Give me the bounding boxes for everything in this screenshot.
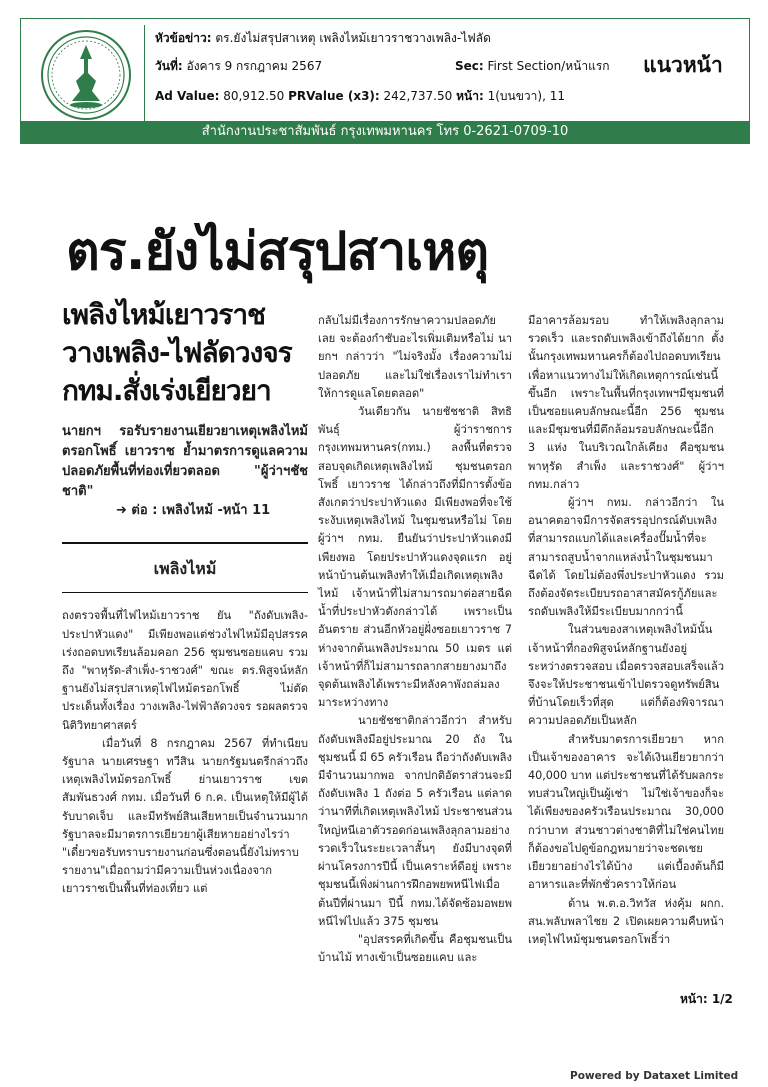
powered-by-footer: Powered by Dataxet Limited xyxy=(570,1070,739,1082)
pr-value: 242,737.50 xyxy=(383,89,453,103)
page-number: หน้า: 1/2 xyxy=(680,992,733,1006)
article-subheads xyxy=(62,296,308,410)
publication-name: แนวหน้า xyxy=(643,53,723,77)
paragraph: นายชัชชาติกล่าวอีกว่า สำหรับถังดับเพลิงมีอยู่ประมาณ 20 ถัง ในชุมชนนี้ มี 65 ครัวเรือน ถือว่าถังดับเพลิงมีจำนวนมากพอ จากปกติอัตราส่วนจะมีถังดับเพลิง 1 ถังต่อ 5 ครัวเรือน แต่ลาดว่านาทีที่เกิดเหตุเพลิงไหม้ ประชาชนส่วนใหญ่หนีเอาตัวรอดก่อนเพลิงลุกลามอย่างรวดเร็วในระยะเวลาสั้นๆ ยังมีบางจุดที่ผ่านโครงการปีนี้ เป็นเคราะห์ดีอยู่ เพราะชุมชนนี้เพิ่งผ่านการฝึกอพยพหนีไฟเมื่อต้นปีที่ผ่านมา ปีนี้ กทม.ได้จัดซ้อมอพยพหนีไฟไปแล้ว 375 ชุมชน xyxy=(318,714,513,928)
article-column-1 xyxy=(62,422,308,899)
page-label: หน้า: xyxy=(456,89,484,103)
paragraph: ผู้ว่าฯ กทม. กล่าวอีกว่า ในอนาคตอาจมีการจัดสรรอุปกรณ์ดับเพลิงที่สามารถแบกได้และเครื่องปั๊มน้ำที่จะสามารถสูบน้ำจากแหล่งน้ำในชุมชนมาฉีดได้ โดยไม่ต้องพึ่งประปาหัวแดง รวมถึงต้องจัดระเบียบรถอาสาสมัครกู้ภัยและรถดับเพลิงให้มีระเบียบมากกว่านี้ xyxy=(528,496,724,619)
paragraph: ถงตรวจพื้นที่ไฟไหม้เยาวราช ยัน "ถังดับเพลิง-ประปาหัวแดง" มีเพียงพอแต่ช่วงไฟไหม้มีอุปสรรค เร่งถอดบทเรียนล้อมคอก 256 ชุมชนซอยแคบ รวมถึง "พาหุรัด-สำเพ็ง-ราชวงศ์" ขณะ ตร.พิสูจน์หลักฐานยังไม่สรุปสาเหตุไฟไหม้ตรอกโพธิ์ ไม่ตัดประเด็นทั้งเรื่อง วางเพลิง-ไฟฟ้าลัดวงจร รอผลตรวจนิติวิทยาศาสตร์ xyxy=(62,609,308,732)
article-column-2 xyxy=(318,312,512,967)
date-row xyxy=(155,57,395,76)
value-row xyxy=(155,87,565,106)
paragraph: สำหรับมาตรการเยียวยา หากเป็นเจ้าของอาคาร จะได้เงินเยียวยากว่า 40,000 บาท แต่ประชาชนที่ได้รับผลกระทบส่วนใหญ่เป็นผู้เช่า ไม่ใช่เจ้าของก็จะได้เพียงของครัวเรือนประมาณ 30,000 กว่าบาท ส่วนชาวต่างชาติที่ไม่ใช่คนไทย ก็ต้องขอไปดูข้อกฎหมายว่าจะชดเชยเยียวยาอย่างไรได้บ้าง แต่เบื้องต้นก็มีอาหารและที่พักชั่วคราวให้ก่อน xyxy=(528,732,724,892)
paragraph: ด้าน พ.ต.อ.วิทวัส ห่งคุ้ม ผกก. สน.พลับพลาไชย 2 เปิดเผยความคืบหน้าเหตุไฟไหม้ชุมชนตรอกโพธิ์ว่า xyxy=(528,896,724,946)
sec-value: First Section/หน้าแรก xyxy=(487,59,610,73)
paragraph: "อุปสรรคที่เกิดขึ้น คือชุมชนเป็นบ้านไม้ ทางเข้าเป็นซอยแคบ และ xyxy=(318,932,512,965)
ad-value: 80,912.50 xyxy=(223,89,285,103)
paragraph: มีอาคารล้อมรอบ ทำให้เพลิงลุกลามรวดเร็ว และรถดับเพลิงเข้าถึงได้ยาก ตั้งนั้นกรุงเทพมหานครก็ต้องไปถอดบทเรียน เพื่อหาแนวทางไม่ให้เกิดเหตุการณ์เช่นนี้ขึ้นอีก เพราะในพื้นที่กรุงเทพฯมีชุมชนที่เป็นซอยแคบลักษณะนี้อีก 256 ชุมชน และมีชุมชนที่มีตึกล้อมรอบลักษณะนี้อีก 3 แห่ง ในบริเวณใกล้เคียง คือชุมชนพาหุรัด สำเพ็ง และราชวงศ์" ผู้ว่าฯ กทม.กล่าว xyxy=(528,314,724,491)
clipping-header xyxy=(20,18,750,144)
page-value: 1(บนขวา), 11 xyxy=(487,89,565,103)
article-lead: นายกฯ รอรับรายงานเยียวยาเหตุเพลิงไหม้ ตรอกโพธิ์ เยาวราช ย้ำมาตรการดูแลความปลอดภัยพื้นที่ท่องเที่ยวตลอด "ผู้ว่าฯชัชชาติ" xyxy=(62,424,308,499)
paragraph: ในส่วนของสาเหตุเพลิงไหม้นั้น เจ้าหน้าที่กองพิสูจน์หลักฐานยังอยู่ระหว่างตรวจสอบ เมื่อตรวจสอบเสร็จแล้วจึงจะให้ประชาชนเข้าไปตรวจดูทรัพย์สินที่บ้านโดยเร็วที่สุด แต่ก็ต้องพิจารณาความปลอดภัยเป็นหลัก xyxy=(528,623,724,728)
article-column-3 xyxy=(528,312,724,949)
clipping-meta xyxy=(155,25,615,125)
paragraph: วันเดียวกัน นายชัชชาติ สิทธิพันธุ์ ผู้ว่าราชการกรุงเทพมหานคร(กทม.) ลงพื้นที่ตรวจสอบจุดเกิดเหตุเพลิงไหม้ ชุมชนตรอกโพธิ์ เยาวราช ได้กล่าวถึงที่มีการตั้งข้อสังเกตว่าประปาหัวแดง มีเพียงพอที่จะใช้ระงับเหตุเพลิงไหม้ ในชุมชนหรือไม่ โดยผู้ว่าฯ กทม. ยืนยันว่าประปาหัวแดงมีเพียงพอ โดยประปาหัวแดงจุดแรก อยู่หน้าบ้านต้นเพลิงทำให้เมื่อเกิดเหตุเพลิงไหม้ เจ้าหน้าที่ไม่สามารถมาต่อสายฉีดน้ำที่ประปาหัวดังกล่าวได้ เพราะเป็นอันตราย ส่วนอีกหัวอยู่ฝั่งซอยเยาวราช 7 ห่างจากต้นเพลิงประมาณ 50 เมตร แต่เจ้าหน้าที่ก็ไม่สามารถลากสายยางมาถึงจุดต้นเพลิงได้เพราะมีหลังคาพังถล่มลงมาระหว่างทาง xyxy=(318,405,512,710)
section-row xyxy=(455,57,610,76)
pr-value-label: PRValue (x3): xyxy=(288,89,380,103)
article-headline: ตร.ยังไม่สรุปสาเหตุ xyxy=(66,222,489,282)
date-label: วันที่: xyxy=(155,59,183,73)
continued-note: ➜ ต่อ : เพลิงไหม้ -หน้า 11 xyxy=(116,503,271,518)
title-value: ตร.ยังไม่สรุปสาเหตุ เพลิงไหม้เยาวราชวางเพลิง-ไฟลัด xyxy=(215,31,491,45)
date-value: อังคาร 9 กรกฎาคม 2567 xyxy=(186,59,323,73)
subhead-line: กทม.สั่งเร่งเยียวยา xyxy=(62,374,271,407)
agency-band: สำนักงานประชาสัมพันธ์ กรุงเทพมหานคร โทร 0-2621-0709-10 xyxy=(21,121,749,143)
box-heading: เพลิงไหม้ xyxy=(62,542,308,578)
paragraph: เมื่อวันที่ 8 กรกฎาคม 2567 ที่ทำเนียบรัฐบาล นายเศรษฐา ทวีสิน นายกรัฐมนตรีกล่าวถึงเหตุเพลิงไหม้ตรอกโพธิ์ ย่านเยาวราช เขตสัมพันธวงศ์ กทม. เมื่อวันที่ 6 ก.ค. เป็นเหตุให้มีผู้ได้รับบาดเจ็บ และมีทรัพย์สินเสียหายเป็นจำนวนมาก รัฐบาลจะมีมาตรการเยียวยาผู้เสียหายอย่างไรว่า "เดี๋ยวขอรับทราบรายงานก่อนซึ่งตอนนี้ยังไม่ทราบรายงาน"เมื่อถามว่ามีความเป็นห่วงเนื่องจากเยาวราชเป็นพื้นที่ท่องเที่ยว แต่ xyxy=(62,736,308,896)
subhead-line: เพลิงไหม้เยาวราช xyxy=(62,298,266,331)
title-label: หัวข้อข่าว: xyxy=(155,31,212,45)
sec-label: Sec: xyxy=(455,59,484,73)
bangkok-seal-icon xyxy=(27,25,145,125)
headline-row xyxy=(155,29,491,48)
subhead-line: วางเพลิง-ไฟลัดวงจร xyxy=(62,336,292,369)
ad-value-label: Ad Value: xyxy=(155,89,220,103)
box-divider xyxy=(62,592,308,593)
paragraph: กลับไม่มีเรื่องการรักษาความปลอดภัยเลย จะต้องกำชับอะไรเพิ่มเติมหรือไม่ นายกฯ กล่าวว่า "ไม่จริงมั้ง เรื่องความไม่ปลอดภัย และไม่ใช่เรื่องเราไม่ทำเราให้การดูแลโดยตลอด" xyxy=(318,314,512,400)
